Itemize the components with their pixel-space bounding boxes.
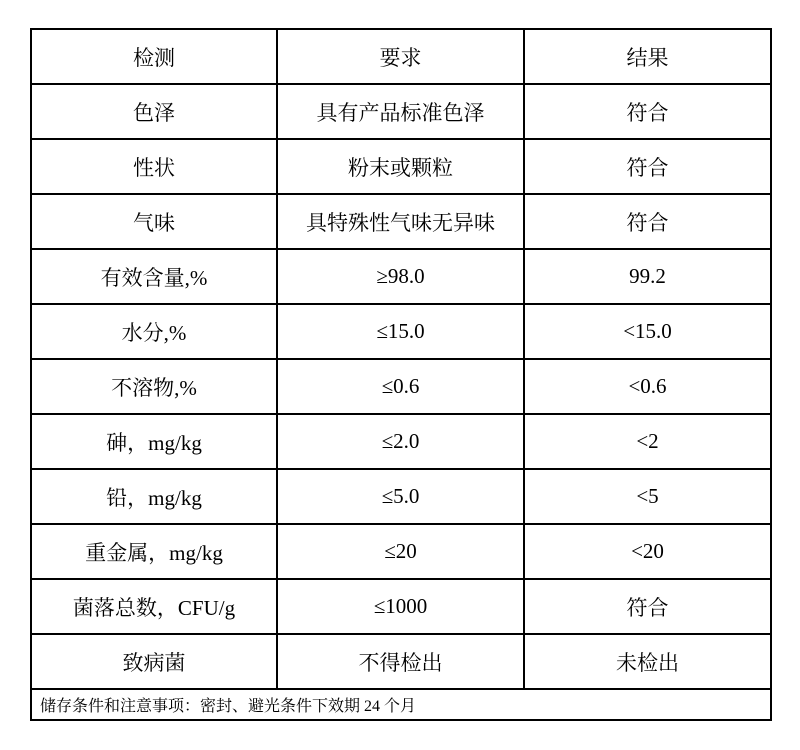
cell-requirement: ≤5.0: [277, 469, 524, 524]
cell-result: 符合: [524, 579, 771, 634]
table-row: [31, 359, 771, 414]
storage-conditions-note: 储存条件和注意事项：密封、避光条件下效期 24 个月: [31, 689, 771, 720]
cell-requirement: ≤15.0: [277, 304, 524, 359]
inspection-table: [30, 28, 772, 721]
table-row: [31, 414, 771, 469]
cell-test: 重金属，mg/kg: [31, 524, 277, 579]
cell-requirement: 粉末或颗粒: [277, 139, 524, 194]
cell-test: 有效含量,%: [31, 249, 277, 304]
cell-test: 性状: [31, 139, 277, 194]
table-row: [31, 304, 771, 359]
cell-result: 99.2: [524, 249, 771, 304]
cell-test: 色泽: [31, 84, 277, 139]
cell-test: 菌落总数，CFU/g: [31, 579, 277, 634]
cell-result: 符合: [524, 84, 771, 139]
cell-result: <0.6: [524, 359, 771, 414]
cell-result: <5: [524, 469, 771, 524]
table-row: [31, 579, 771, 634]
table-row: [31, 139, 771, 194]
cell-result: <2: [524, 414, 771, 469]
cell-requirement: ≤20: [277, 524, 524, 579]
cell-requirement: 具有产品标准色泽: [277, 84, 524, 139]
cell-test: 致病菌: [31, 634, 277, 689]
cell-test: 气味: [31, 194, 277, 249]
cell-requirement: ≤2.0: [277, 414, 524, 469]
cell-result: 未检出: [524, 634, 771, 689]
cell-test: 不溶物,%: [31, 359, 277, 414]
table-row: [31, 469, 771, 524]
cell-requirement: 具特殊性气味无异味: [277, 194, 524, 249]
header-result: 结果: [524, 29, 771, 84]
footer-row: [31, 689, 771, 720]
cell-result: <20: [524, 524, 771, 579]
table-row: [31, 524, 771, 579]
cell-requirement: 不得检出: [277, 634, 524, 689]
table-row: [31, 84, 771, 139]
cell-result: 符合: [524, 139, 771, 194]
cell-result: <15.0: [524, 304, 771, 359]
table-row: [31, 194, 771, 249]
header-row: [31, 29, 771, 84]
table-row: [31, 634, 771, 689]
cell-result: 符合: [524, 194, 771, 249]
cell-requirement: ≤0.6: [277, 359, 524, 414]
header-requirement: 要求: [277, 29, 524, 84]
table-row: [31, 249, 771, 304]
cell-test: 砷，mg/kg: [31, 414, 277, 469]
cell-test: 水分,%: [31, 304, 277, 359]
cell-requirement: ≥98.0: [277, 249, 524, 304]
header-test: 检测: [31, 29, 277, 84]
cell-test: 铅，mg/kg: [31, 469, 277, 524]
cell-requirement: ≤1000: [277, 579, 524, 634]
